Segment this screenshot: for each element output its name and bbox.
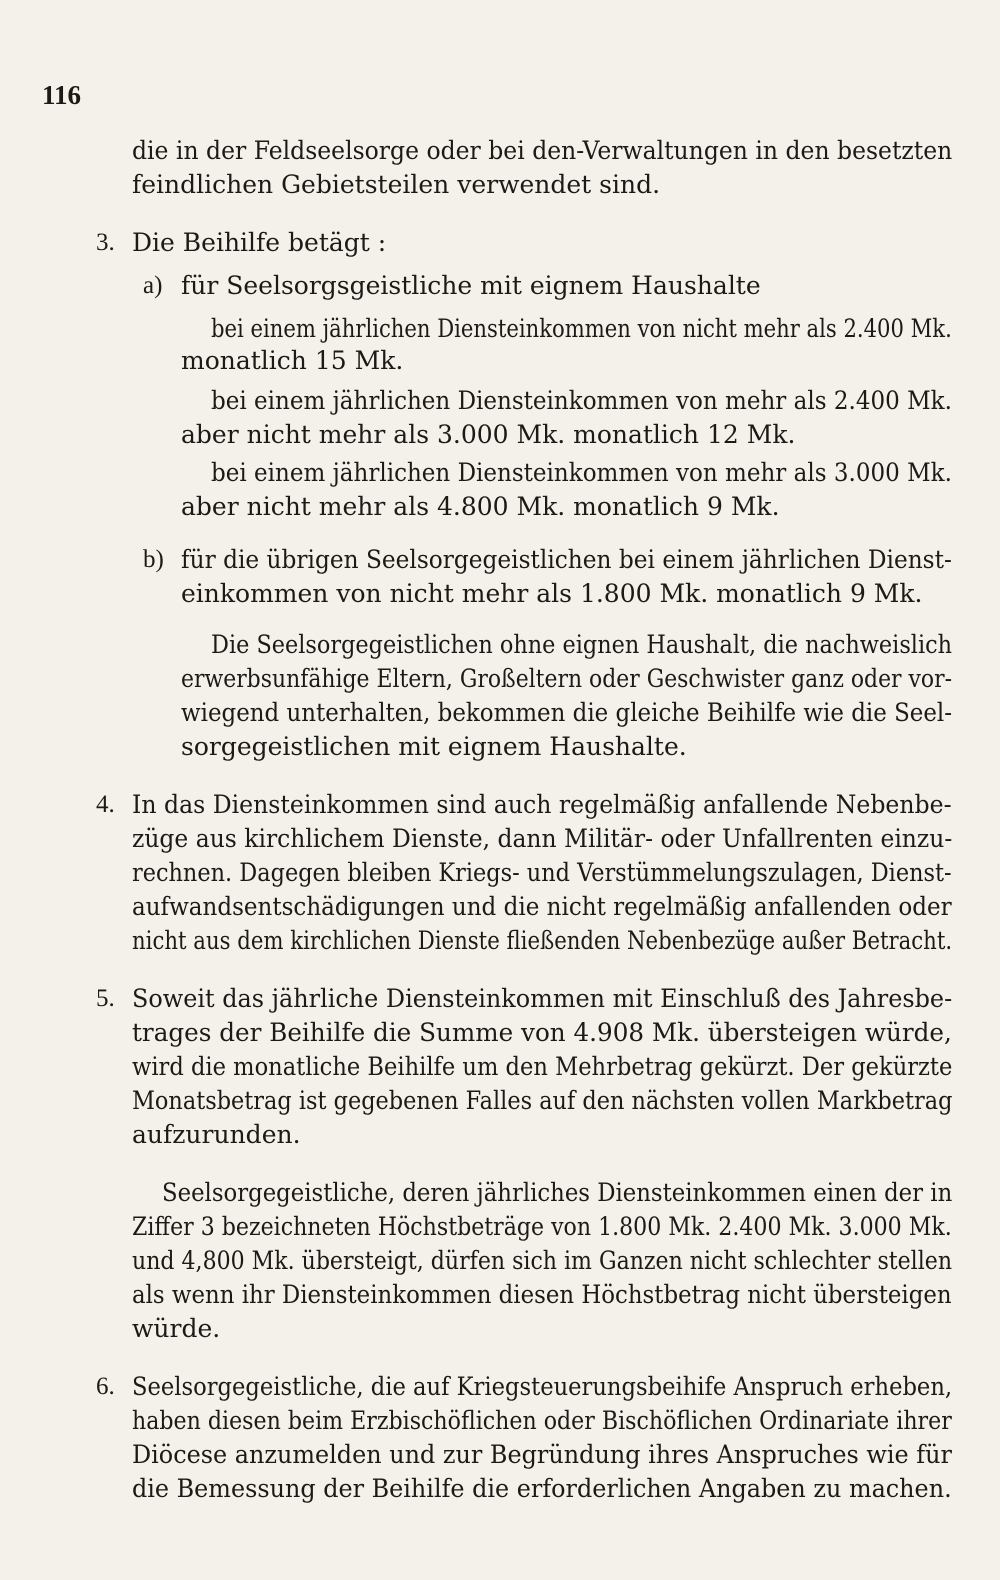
rate-1-line-1: bei einem jährlichen Diensteinkommen von nicht mehr als 2.400 Mk. (211, 314, 952, 343)
item-5-line-5: aufzurunden. (132, 1120, 301, 1149)
item-4-line-3: rechnen. Dagegen bleiben Kriegs- und Verstümmelungszulagen, Dienst- (132, 858, 952, 887)
note-line-3: wiegend unterhalten, bekommen die gleiche Beihilfe wie die Seel- (181, 698, 953, 727)
item-5-line-1: Soweit das jährliche Diensteinkommen mit Einschluß des Jahresbe- (132, 984, 953, 1013)
item-5-para2-line-5: würde. (132, 1314, 221, 1343)
item-3b-line-1: für die übrigen Seelsorgegeistlichen bei einem jährlichen Dienst- (181, 545, 952, 574)
note-line-1: Die Seelsorgegeistlichen ohne eignen Haushalt, die nachweislich (211, 630, 953, 659)
item-4-line-2: züge aus kirchlichem Dienste, dann Militär- oder Unfallrenten einzu- (132, 824, 953, 853)
item-6-line-1: Seelsorgegeistliche, die auf Kriegsteuerungsbeihife Anspruch erheben, (132, 1372, 953, 1401)
intro-line-2: feindlichen Gebietsteilen verwendet sind. (132, 170, 661, 199)
item-3-number: 3. (96, 229, 115, 256)
rate-2-line-1: bei einem jährlichen Diensteinkommen von mehr als 2.400 Mk. (211, 386, 952, 415)
item-5-para2-line-2: Ziffer 3 bezeichneten Höchstbeträge von 1.800 Mk. 2.400 Mk. 3.000 Mk. (132, 1212, 952, 1241)
item-6-line-2: haben diesen beim Erzbischöflichen oder Bischöflichen Ordinariate ihrer (132, 1406, 952, 1435)
note-line-4: sorgegeistlichen mit eignem Haushalte. (181, 732, 687, 761)
item-3a-text: für Seelsorgsgeistliche mit eignem Haushalte (181, 271, 761, 300)
page-number: 116 (42, 80, 82, 110)
item-5-line-4: Monatsbetrag ist gegebenen Falles auf den nächsten vollen Markbetrag (132, 1086, 953, 1115)
item-3b-line-2: einkommen von nicht mehr als 1.800 Mk. monatlich 9 Mk. (181, 579, 923, 608)
rate-2-line-2: aber nicht mehr als 3.000 Mk. monatlich 12 Mk. (181, 420, 796, 449)
item-6-line-4: die Bemessung der Beihilfe die erforderlichen Angaben zu machen. (132, 1474, 952, 1503)
item-4-number: 4. (96, 791, 115, 818)
item-4-line-1: In das Diensteinkommen sind auch regelmäßig anfallende Nebenbe- (132, 790, 952, 819)
item-3-heading: Die Beihilfe betägt : (132, 228, 387, 257)
item-3a-label: a) (143, 272, 163, 299)
item-5-para2-line-3: und 4,800 Mk. übersteigt, dürfen sich im Ganzen nicht schlechter stellen (132, 1246, 953, 1275)
item-6-line-3: Diöcese anzumelden und zur Begründung ihres Anspruches wie für (132, 1440, 952, 1469)
item-5-para2-line-4: als wenn ihr Diensteinkommen diesen Höchstbetrag nicht übersteigen (132, 1280, 952, 1309)
item-5-number: 5. (96, 985, 115, 1012)
item-4-line-5: nicht aus dem kirchlichen Dienste fließenden Nebenbezüge außer Betracht. (132, 926, 953, 955)
item-5-line-2: trages der Beihilfe die Summe von 4.908 Mk. übersteigen würde, (132, 1018, 952, 1047)
item-5-para2-line-1: Seelsorgegeistliche, deren jährliches Diensteinkommen einen der in (162, 1178, 953, 1207)
text-line: die in der Feldseelsorge oder bei den-Verwaltungen in den besetzten (132, 136, 953, 165)
item-3b-label: b) (143, 546, 164, 573)
item-6-number: 6. (96, 1373, 115, 1400)
note-line-2: erwerbsunfähige Eltern, Großeltern oder Geschwister ganz oder vor- (181, 664, 952, 693)
rate-3-line-2: aber nicht mehr als 4.800 Mk. monatlich 9 Mk. (181, 492, 780, 521)
item-5-line-3: wird die monatliche Beihilfe um den Mehrbetrag gekürzt. Der gekürzte (132, 1052, 953, 1081)
rate-1-line-2: monatlich 15 Mk. (181, 346, 404, 375)
intro-line-1 (132, 136, 953, 166)
item-4-line-4: aufwandsentschädigungen und die nicht regelmäßig anfallenden oder (132, 892, 952, 921)
rate-3-line-1: bei einem jährlichen Diensteinkommen von mehr als 3.000 Mk. (211, 458, 952, 487)
